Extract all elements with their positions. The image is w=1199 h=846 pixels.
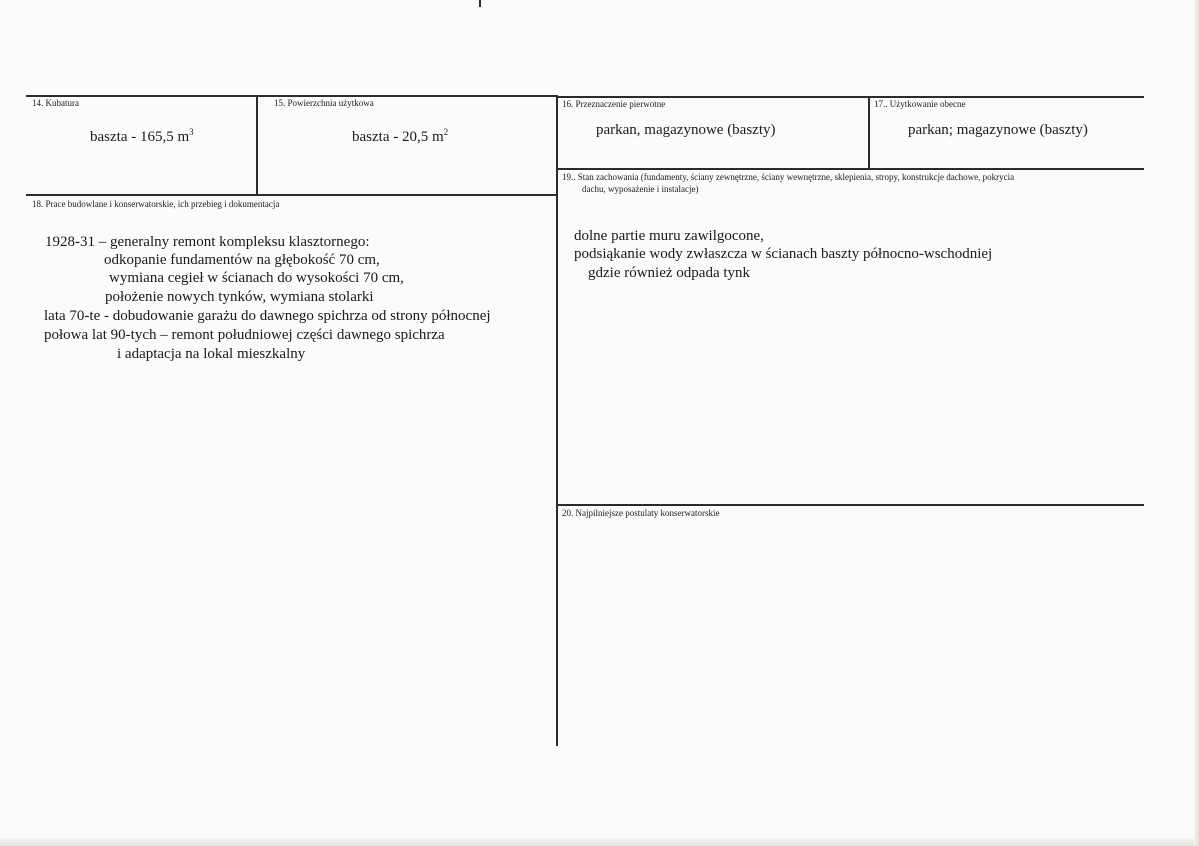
rule-under-19 [556,504,1144,506]
rule-divider-14-15 [256,95,258,195]
field-14-label: 14. Kubatura [32,98,79,108]
field-19-line: podsiąkanie wody zwłaszcza w ścianach baszty północno-wschodniej [574,246,993,262]
rule-under-16-17 [556,168,1144,170]
field-14-unit-exponent: 3 [189,127,194,137]
field-15-unit-exponent: 2 [443,127,449,137]
rule-center-divider [556,95,558,746]
field-17-value: parkan; magazynowe (baszty) [908,122,1088,138]
top-tick-mark [479,0,481,7]
field-15-value [352,128,448,146]
field-14-value-text: baszta - 165,5 m [90,129,190,145]
rule-under-14-15 [26,194,557,196]
rule-divider-16-17 [868,96,870,169]
field-15-value-text: baszta - 20,5 m [352,129,444,145]
field-16-label: 16. Przeznaczenie pierwotne [562,99,666,109]
field-18-label: 18. Prace budowlane i konserwatorskie, ich przebieg i dokumentacja [32,199,280,209]
field-19-label: 19.. Stan zachowania (fundamenty, ściany zewnętrzne, ściany wewnętrzne, sklepienia, stropy, konstrukcje dachowe, pokrycia [562,172,1015,182]
field-16-value: parkan, magazynowe (baszty) [596,122,776,138]
field-15-label: 15. Powierzchnia użytkowa [274,98,374,108]
field-14-value [90,128,194,146]
field-18-line: wymiana cegieł w ścianach do wysokości 70 cm, [109,270,404,286]
field-18-line: odkopanie fundamentów na głębokość 70 cm, [104,252,380,268]
rule-top-right [556,96,1144,98]
field-18-line: połowa lat 90-tych – remont południowej części dawnego spichrza [44,327,445,343]
field-19-line: gdzie również odpada tynk [588,265,751,281]
field-19-label-continuation: dachu, wyposażenie i instalacje) [582,184,699,194]
field-18-line: położenie nowych tynków, wymiana stolarki [105,289,374,305]
scan-edge-bottom [0,838,1199,846]
scan-edge-right [1194,0,1199,846]
field-20-label: 20. Najpilniejsze postulaty konserwatorskie [562,508,720,518]
rule-top-left [26,95,557,97]
field-17-label: 17.. Użytkowanie obecne [874,99,966,109]
field-18-line: 1928-31 – generalny remont kompleksu klasztornego: [45,234,370,250]
field-19-line: dolne partie muru zawilgocone, [574,228,764,244]
field-18-line: lata 70-te - dobudowanie garażu do dawnego spichrza od strony północnej [44,308,491,324]
field-18-line: i adaptacja na lokal mieszkalny [117,346,306,362]
